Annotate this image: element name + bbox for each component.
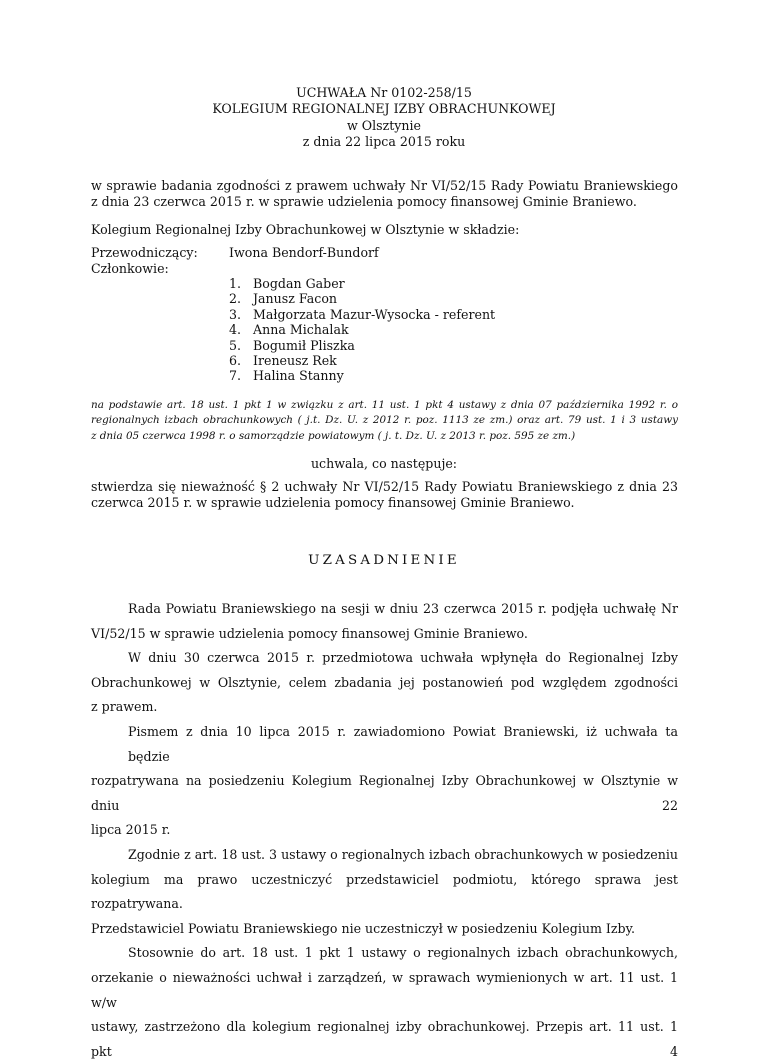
issuing-body: KOLEGIUM REGIONALNEJ IZBY OBRACHUNKOWEJ xyxy=(212,101,556,117)
paragraph-line: Zgodnie z art. 18 ust. 3 ustawy o regionalnych izbach obrachunkowych w posiedzeniu xyxy=(128,846,678,862)
justification-paragraph xyxy=(91,720,678,843)
legal-basis-line: regionalnych izbach obrachunkowych ( j.t. Dz. U. z 2012 r. poz. 1113 ze zm.) oraz art. 79 ust. 1 i 3 ustawy xyxy=(91,414,678,427)
member-name: Janusz Facon xyxy=(253,291,338,307)
list-item xyxy=(229,276,495,291)
member-name: Halina Stanny xyxy=(253,368,344,384)
justification-title: UZASADNIENIE xyxy=(308,553,460,568)
paragraph-line: lipca 2015 r. xyxy=(91,822,171,838)
justification-paragraph xyxy=(91,843,678,941)
member-number: 5. xyxy=(229,337,242,353)
resolution-subject xyxy=(91,178,678,211)
paragraph-line: Pismem z dnia 10 lipca 2015 r. zawiadomiono Powiat Braniewski, iż uchwała ta będzie xyxy=(128,723,678,764)
decision-line: stwierdza się nieważność § 2 uchwały Nr VI/52/15 Rady Powiatu Braniewskiego z dnia 23 xyxy=(91,479,678,494)
member-name: Bogumił Pliszka xyxy=(253,337,355,353)
list-item xyxy=(229,291,495,306)
list-item xyxy=(229,322,495,337)
resolution-date: z dnia 22 lipca 2015 roku xyxy=(302,134,466,150)
member-number: 7. xyxy=(229,368,242,384)
resolution-number: UCHWAŁA Nr 0102-258/15 xyxy=(296,85,472,100)
legal-basis-line: na podstawie art. 18 ust. 1 pkt 1 w związku z art. 11 ust. 1 pkt 4 ustawy z dnia 07 października 1992 r. o xyxy=(91,399,678,411)
member-name: Ireneusz Rek xyxy=(253,353,337,369)
resolves-statement: uchwala, co następuje: xyxy=(310,456,458,471)
paragraph-line: ustawy, zastrzeżono dla kolegium regionalnej izby obrachunkowej. Przepis art. 11 ust. 1 pkt 4 xyxy=(91,1019,678,1059)
list-item xyxy=(229,353,495,368)
list-item xyxy=(229,307,495,322)
paragraph-line: W dniu 30 czerwca 2015 r. przedmiotowa uchwała wpłynęła do Regionalnej Izby xyxy=(128,650,678,666)
paragraph-line: VI/52/15 w sprawie udzielenia pomocy finansowej Gminie Braniewo. xyxy=(91,625,528,641)
paragraph-line: Rada Powiatu Braniewskiego na sesji w dniu 23 czerwca 2015 r. podjęła uchwałę Nr xyxy=(128,601,678,616)
member-name: Bogdan Gaber xyxy=(253,276,345,291)
decision-line: czerwca 2015 r. w sprawie udzielenia pomocy finansowej Gminie Braniewo. xyxy=(91,495,575,511)
chair-name: Iwona Bendorf-Bundorf xyxy=(229,245,379,260)
justification-paragraph xyxy=(91,941,678,1064)
member-number: 2. xyxy=(229,291,242,307)
list-item xyxy=(229,368,495,383)
chair-label: Przewodniczący: xyxy=(91,245,198,260)
member-number: 1. xyxy=(229,276,242,291)
members-label: Członkowie: xyxy=(91,261,169,276)
member-name: Małgorzata Mazur-Wysocka - referent xyxy=(253,306,496,322)
paragraph-line: Przedstawiciel Powiatu Braniewskiego nie uczestniczył w posiedzeniu Kolegium Izby. xyxy=(91,920,636,936)
resolution-header xyxy=(0,85,768,151)
member-name: Anna Michalak xyxy=(253,322,349,338)
composition-intro: Kolegium Regionalnej Izby Obrachunkowej w Olsztynie w składzie: xyxy=(91,222,520,237)
paragraph-line: orzekanie o nieważności uchwał i zarządzeń, w sprawach wymienionych w art. 11 ust. 1 w/w xyxy=(91,969,678,1010)
paragraph-line: Stosownie do art. 18 ust. 1 pkt 1 ustawy o regionalnych izbach obrachunkowych, xyxy=(128,945,678,961)
legal-basis xyxy=(91,398,678,444)
legal-basis-line: z dnia 05 czerwca 1998 r. o samorządzie powiatowym ( j. t. Dz. U. z 2013 r. poz. 595 ze zm.) xyxy=(91,429,576,442)
member-number: 6. xyxy=(229,353,242,369)
justification-paragraph xyxy=(91,646,678,720)
decision-text xyxy=(91,479,678,512)
paragraph-line: rozpatrywana na posiedzeniu Kolegium Regionalnej Izby Obrachunkowej w Olsztynie w dniu 22 xyxy=(91,773,678,813)
paragraph-line: z prawem. xyxy=(91,699,158,715)
member-number: 3. xyxy=(229,306,242,322)
subject-line: w sprawie badania zgodności z prawem uchwały Nr VI/52/15 Rady Powiatu Braniewskiego xyxy=(91,178,678,193)
subject-line: z dnia 23 czerwca 2015 r. w sprawie udzielenia pomocy finansowej Gminie Braniewo. xyxy=(91,194,637,210)
member-number: 4. xyxy=(229,322,242,338)
justification-paragraph xyxy=(91,597,678,646)
issuing-location: w Olsztynie xyxy=(346,117,421,133)
members-list xyxy=(229,276,495,384)
paragraph-line: kolegium ma prawo uczestniczyć przedstawiciel podmiotu, którego sprawa jest rozpatrywana. xyxy=(91,871,678,912)
list-item xyxy=(229,338,495,353)
paragraph-line: Obrachunkowej w Olsztynie, celem zbadania jej postanowień pod względem zgodności xyxy=(91,674,678,690)
